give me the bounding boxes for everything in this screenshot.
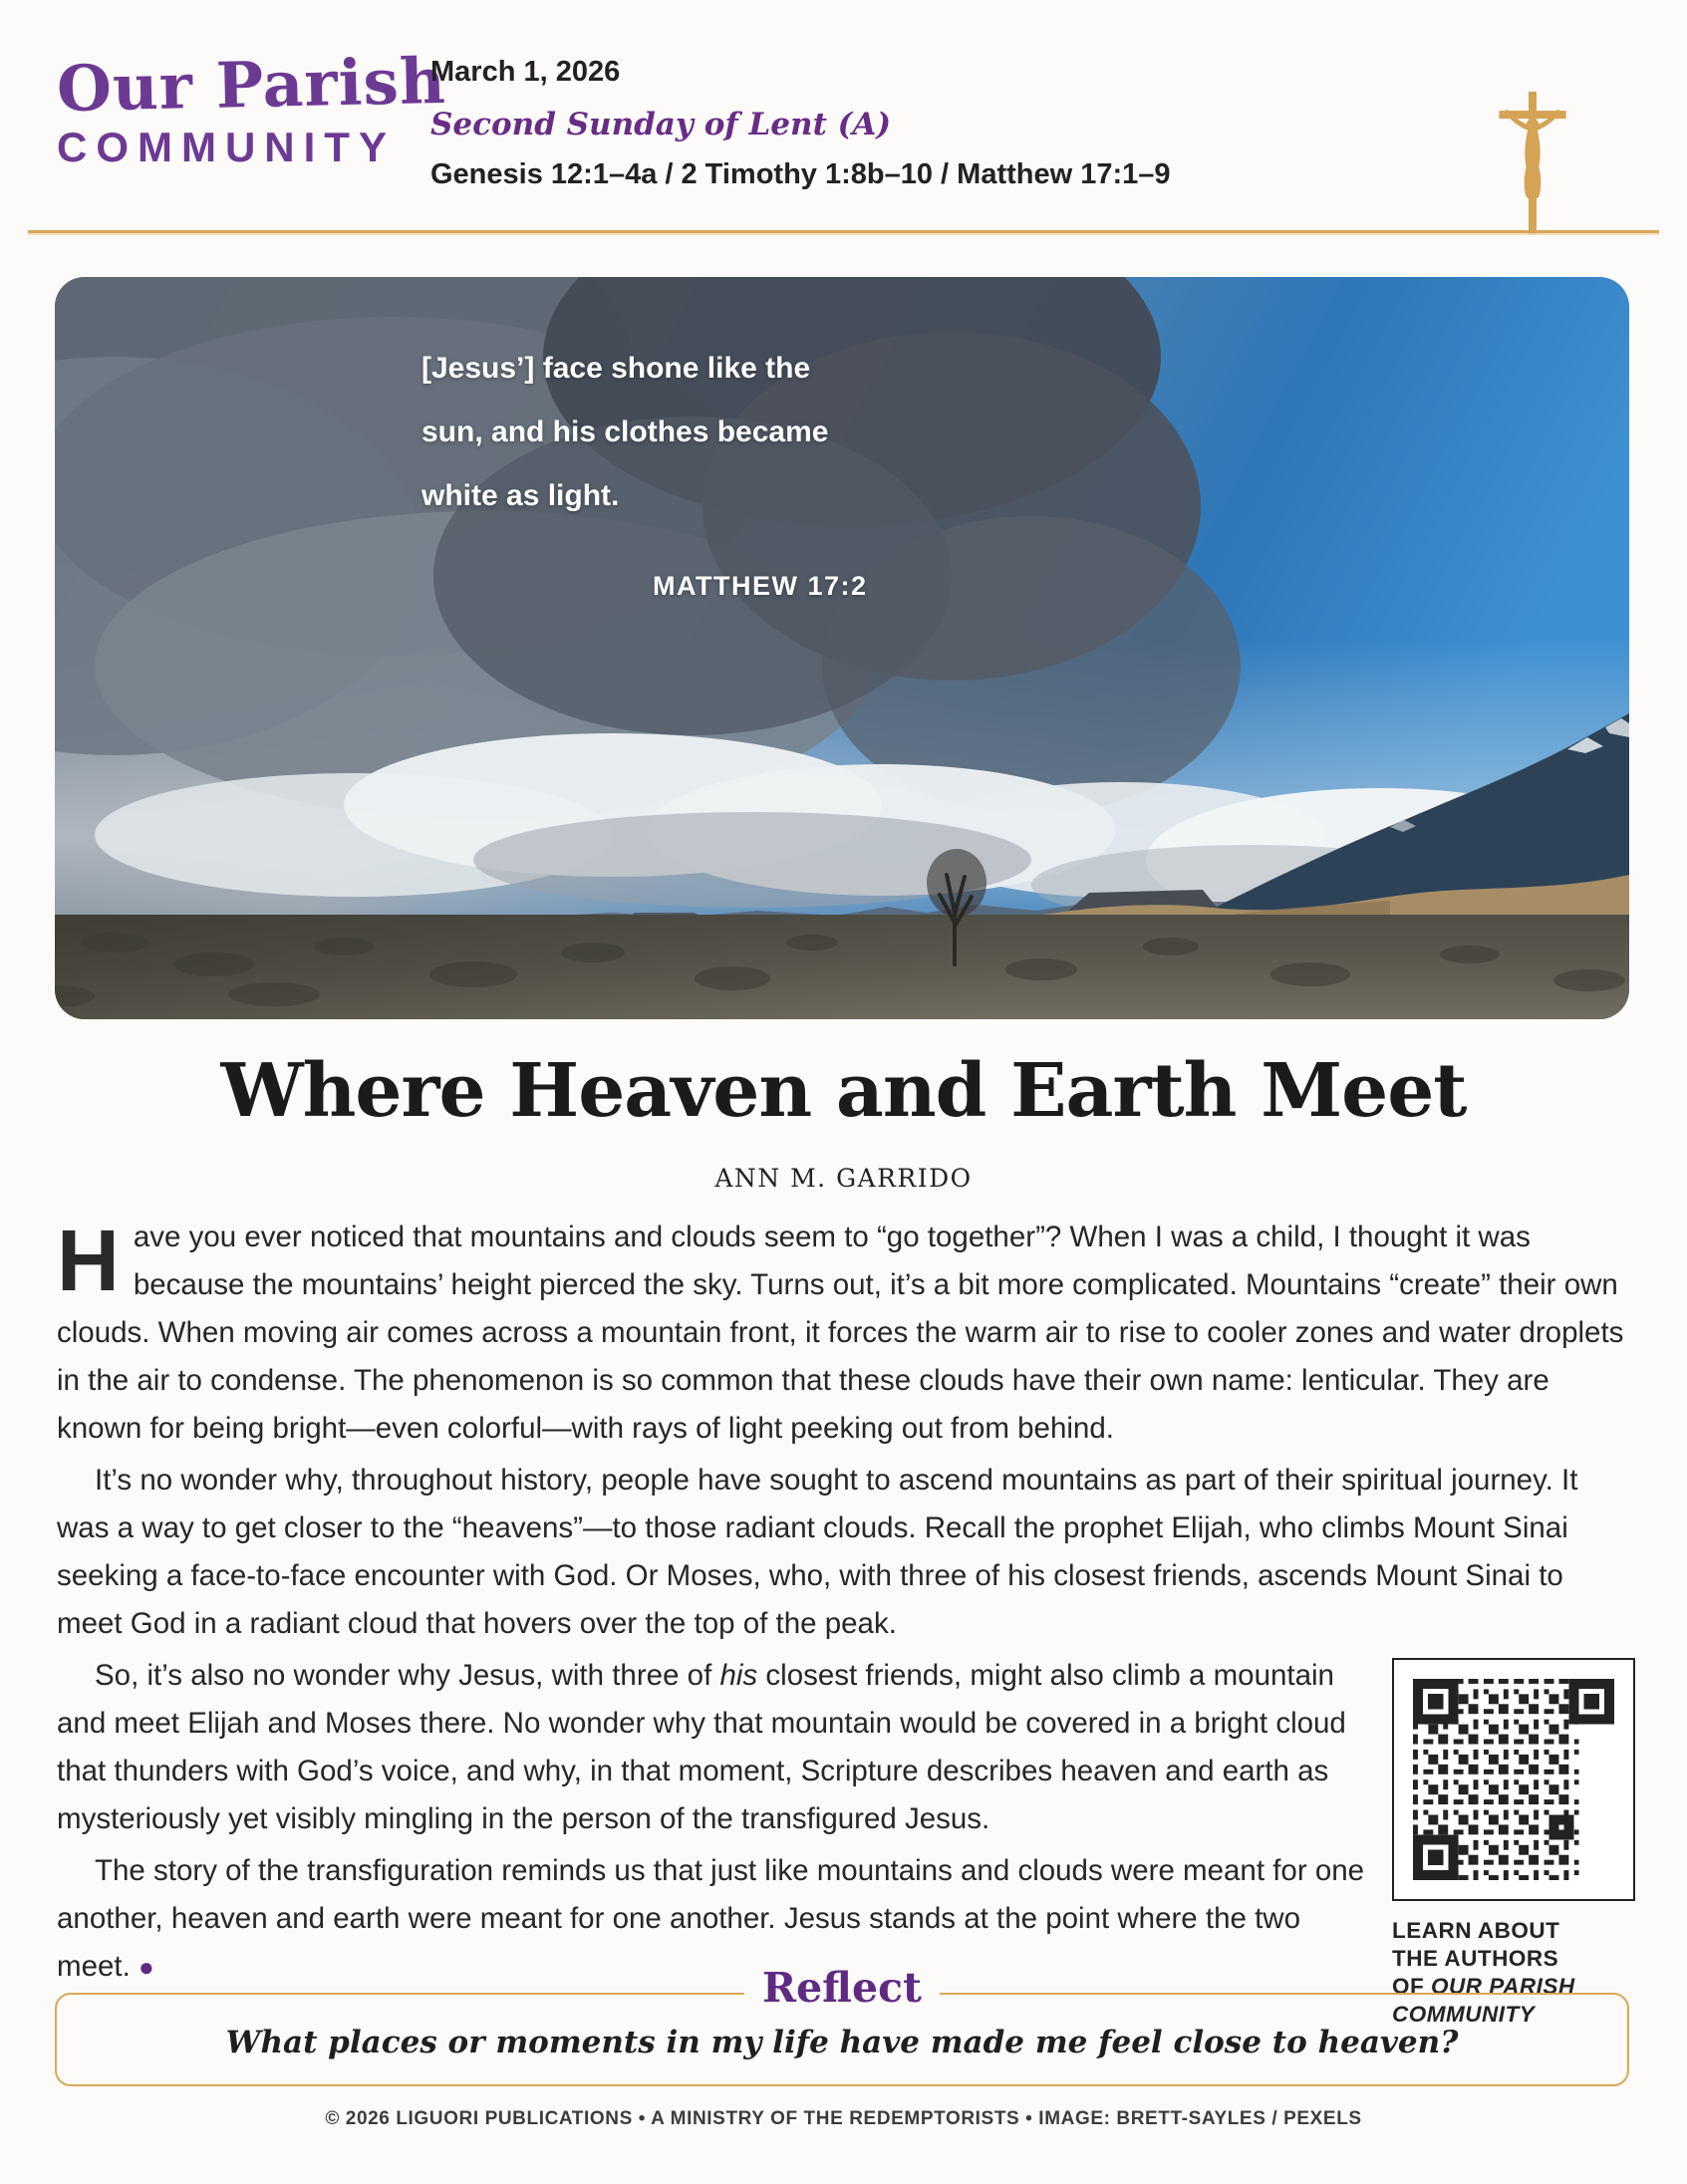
drop-cap: H <box>57 1213 120 1309</box>
article-title: Where Heaven and Earth Meet <box>220 1048 1467 1134</box>
paragraph-text: ave you ever noticed that mountains and clouds seem to “go together”? When I was a child, I thought it was because the mountains’ height pierced the sky. Turns out, it’s a bit more complicated. Mountains “create” their own clouds. When moving air comes across a mountain front, it forces the warm air to rise to cooler zones and water droplets in the air to condense. The phenomenon is so common that these clouds have their own name: lenticular. They are known for being bright—even colorful—with rays of light peeking out from behind. <box>57 1221 1624 1445</box>
paragraph-text: closest friends, might also climb a mountain and meet Elijah and Moses there. No wonder why that mountain would be covered in a bright cloud that thunders with God’s voice, and why, in that moment, Scripture describes heaven and earth as mysteriously yet visibly mingling in the person of the transfigured Jesus. <box>57 1659 1346 1835</box>
paragraph-text: So, it’s also no wonder why Jesus, with three of <box>95 1659 720 1692</box>
copyright-footer: © 2026 LIGUORI PUBLICATIONS • A MINISTRY OF THE REDEMPTORISTS • IMAGE: BRETT-SAYLES / PEXELS <box>325 2108 1362 2129</box>
logo-subtitle: COMMUNITY <box>57 124 396 170</box>
header-divider <box>28 230 1659 233</box>
scripture-readings: Genesis 12:1–4a / 2 Timothy 1:8b–10 / Matthew 17:1–9 <box>430 158 1171 190</box>
paragraph-text: It’s no wonder why, throughout history, people have sought to ascend mountains as part of their spiritual journey. It was a way to get closer to the “heavens”—to those radiant clouds. Recall the prophet Elijah, who climbs Mount Sinai seeking a face-to-face encounter with God. Or Moses, who, with three of his closest friends, ascends Mount Sinai to meet God in a radiant cloud that hovers over the top of the peak. <box>57 1464 1578 1640</box>
reflect-question: What places or moments in my life have made me feel close to heaven? <box>225 2025 1459 2060</box>
issue-date: March 1, 2026 <box>430 56 621 88</box>
quote-line: [Jesus’] face shone like the <box>422 352 811 385</box>
qr-caption-line: COMMUNITY <box>1392 2002 1536 2027</box>
hero-photo <box>55 277 1629 1019</box>
quote-line: sun, and his clothes became <box>422 415 829 448</box>
publication-logo <box>56 43 447 171</box>
qr-caption-line: OF OUR PARISH <box>1392 1974 1575 1999</box>
emphasized-word: his <box>719 1659 758 1692</box>
quote-line: white as light. <box>422 479 620 512</box>
issue-info <box>430 56 1171 191</box>
logo-title: Our Parish <box>56 43 447 127</box>
qr-caption-line: THE AUTHORS <box>1392 1946 1559 1971</box>
qr-code <box>1392 1658 1635 1901</box>
liturgical-day: Second Sunday of Lent (A) <box>430 107 892 142</box>
crucifix-icon <box>1493 60 1572 254</box>
qr-sidebar <box>1392 1658 1633 2029</box>
paragraph <box>57 1214 1633 1453</box>
reflect-heading: Reflect <box>744 1964 940 2012</box>
scripture-quote <box>422 337 868 618</box>
article-body <box>57 1214 1633 2035</box>
qr-caption-line: LEARN ABOUT <box>1392 1918 1560 1943</box>
paragraph <box>57 1457 1633 1648</box>
paragraph-text: The story of the transfiguration reminds us that just like mountains and clouds were meant for one another, heaven and earth were meant for one another. Jesus stands at the point where the two meet. <box>57 1854 1365 1983</box>
article-author: ANN M. GARRIDO <box>714 1164 973 1193</box>
quote-citation: MATTHEW 17:2 <box>653 571 868 601</box>
end-of-article-mark: ● <box>138 1952 154 1982</box>
